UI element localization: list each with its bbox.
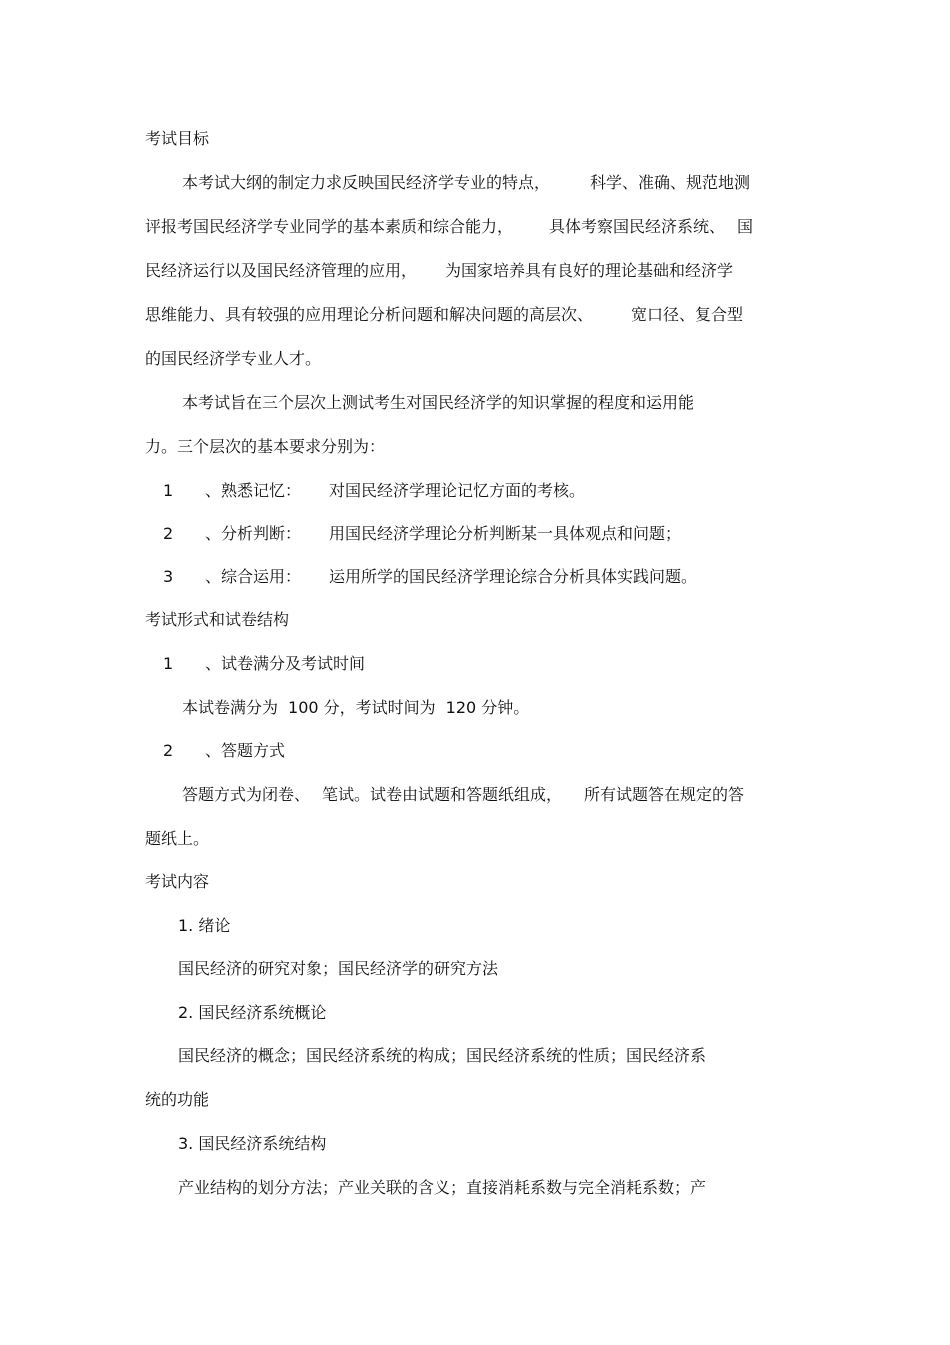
level-item — [163, 566, 950, 588]
item-label: 、试卷满分及考试时间 — [205, 654, 366, 673]
level-item — [163, 523, 950, 545]
section-title-goal: 考试目标 — [145, 129, 210, 148]
level-item — [163, 480, 950, 502]
text-span: 答题方式为闭卷、 — [182, 785, 311, 804]
text-span: 本考试大纲的制定力求反映国民经济学专业的特点， — [182, 173, 551, 192]
item-label: 、综合运用： — [205, 567, 302, 586]
text-span: 本试卷满分为 — [182, 698, 279, 717]
text-span: 宽口径、复合型 — [631, 305, 744, 324]
paragraph-line: 题纸上。 — [145, 829, 210, 848]
text-span: 评报考国民经济学专业同学的基本素质和综合能力， — [145, 217, 514, 236]
content-heading: 2. 国民经济系统概论 — [178, 1003, 327, 1022]
paragraph-line: 力。三个层次的基本要求分别为： — [145, 437, 386, 456]
form-item — [163, 653, 950, 675]
item-label: 、熟悉记忆： — [205, 481, 302, 500]
item-number: 2 — [163, 741, 174, 760]
text-span: 所有试题答在规定的答 — [584, 785, 745, 804]
item-number: 2 — [163, 524, 174, 543]
form-item — [163, 740, 950, 762]
item-text: 用国民经济学理论分析判断某一具体观点和问题； — [329, 524, 682, 543]
paragraph-line — [145, 304, 950, 326]
text-span: 思维能力、具有较强的应用理论分析问题和解决问题的高层次、 — [145, 305, 594, 324]
text-span: 笔试。试卷由试题和答题纸组成， — [322, 785, 563, 804]
paragraph-line — [182, 784, 950, 806]
content-line: 产业结构的划分方法；产业关联的含义；直接消耗系数与完全消耗系数；产 — [178, 1178, 707, 1197]
section-title-content: 考试内容 — [145, 872, 210, 891]
item-number: 1 — [163, 481, 174, 500]
text-span: 具体考察国民经济系统、 — [549, 217, 726, 236]
content-heading: 3. 国民经济系统结构 — [178, 1134, 327, 1153]
paragraph-line — [182, 172, 950, 194]
content-heading: 1. 绪论 — [178, 916, 231, 935]
paragraph-line: 的国民经济学专业人才。 — [145, 349, 322, 368]
item-text: 对国民经济学理论记忆方面的考核。 — [329, 481, 586, 500]
score-line — [182, 697, 950, 719]
item-number: 1 — [163, 654, 174, 673]
item-number: 3 — [163, 567, 174, 586]
text-span: 120 分钟。 — [445, 698, 530, 717]
content-line: 国民经济的研究对象；国民经济学的研究方法 — [178, 959, 499, 978]
section-title-form: 考试形式和试卷结构 — [145, 610, 290, 629]
item-label: 、答题方式 — [205, 741, 286, 760]
item-label: 、分析判断： — [205, 524, 302, 543]
content-line: 国民经济的概念；国民经济系统的构成；国民经济系统的性质；国民经济系 — [178, 1046, 707, 1065]
text-span: 为国家培养具有良好的理论基础和经济学 — [445, 261, 734, 280]
paragraph-line — [145, 216, 950, 238]
text-span: 民经济运行以及国民经济管理的应用， — [145, 261, 418, 280]
text-span: 科学、准确、规范地测 — [590, 173, 751, 192]
paragraph-line — [145, 260, 950, 282]
text-span: 国 — [737, 217, 754, 236]
content-line: 统的功能 — [145, 1090, 210, 1109]
paragraph-line: 本考试旨在三个层次上测试考生对国民经济学的知识掌握的程度和运用能 — [182, 393, 695, 412]
text-span: 100 分，考试时间为 — [288, 698, 436, 717]
item-text: 运用所学的国民经济学理论综合分析具体实践问题。 — [329, 567, 698, 586]
